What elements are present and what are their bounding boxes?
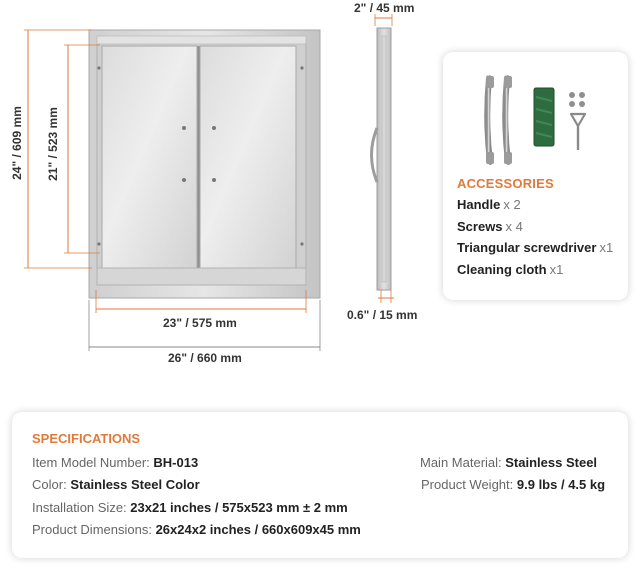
- spec-row-installation-size: Installation Size: 23x21 inches / 575x523 mm ± 2 mm: [32, 500, 348, 515]
- spec-row-model: Item Model Number: BH-013: [32, 455, 199, 470]
- spec-row-product-dimensions: Product Dimensions: 26x24x2 inches / 660x609x45 mm: [32, 522, 361, 537]
- accessories-title: ACCESSORIES: [457, 176, 554, 191]
- accessories-card: [443, 52, 628, 300]
- screwdriver-icon: [567, 110, 589, 152]
- flange-thickness-label: 0.6" / 15 mm: [347, 308, 418, 322]
- accessory-item: Handle x 2: [457, 197, 521, 212]
- handle-icon: [483, 74, 523, 166]
- inner-height-label: 21" / 523 mm: [46, 107, 60, 181]
- specifications-title: SPECIFICATIONS: [32, 431, 141, 446]
- outer-height-label: 24" / 609 mm: [10, 106, 24, 180]
- spec-row-weight: Product Weight: 9.9 lbs / 4.5 kg: [421, 477, 606, 492]
- inner-width-label: 23" / 575 mm: [163, 316, 237, 330]
- specifications-card: [12, 412, 628, 558]
- screw-icon: [567, 90, 587, 110]
- accessory-item: Triangular screwdriver x1: [457, 240, 614, 255]
- depth-label: 2" / 45 mm: [354, 1, 415, 15]
- outer-width-label: 26" / 660 mm: [168, 351, 242, 365]
- door-front-view: [0, 0, 440, 410]
- cleaning-cloth-icon: [533, 87, 555, 147]
- accessory-item: Cleaning cloth x1: [457, 262, 564, 277]
- accessory-item: Screws x 4: [457, 219, 523, 234]
- spec-row-color: Color: Stainless Steel Color: [32, 477, 200, 492]
- spec-row-material: Main Material: Stainless Steel: [420, 455, 598, 470]
